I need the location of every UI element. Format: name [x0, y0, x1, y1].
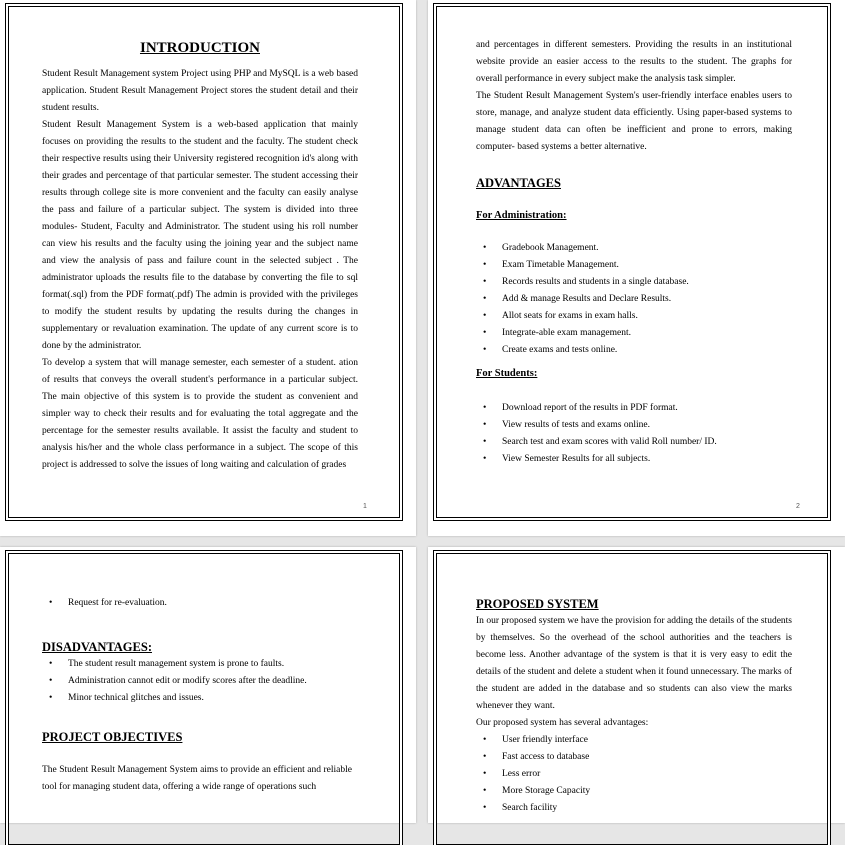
page-number: 2 [796, 503, 800, 510]
paragraph: In our proposed system we have the provision for adding the details of the students by themselves. So the overhead of the school authorities and the teachers is become less. Another advantage of the system is that it is very easy to edit the details of the student and delete a student when it found unnecessary. The marks of the student are added in the database and so students can also view the marks whenever they want. [476, 616, 792, 711]
section-heading-advantages: ADVANTAGES [476, 176, 561, 190]
subheading-administration: For Administration: [476, 210, 567, 221]
list-item: • View results of tests and exams online. [476, 417, 792, 434]
list-item: • Gradebook Management. [476, 240, 792, 257]
section-heading-disadvantages: DISADVANTAGES: [42, 640, 152, 654]
carried-list [42, 595, 352, 612]
page-content [476, 595, 792, 823]
list-item: • Exam Timetable Management. [476, 257, 792, 274]
list-item: • Download report of the results in PDF format. [476, 400, 792, 417]
list-item: • Search test and exam scores with valid Roll number/ ID. [476, 434, 792, 451]
section-heading-proposed-system: PROPOSED SYSTEM [476, 597, 599, 611]
list-item: • Add & manage Results and Declare Results. [476, 291, 792, 308]
list-item: • Fast access to database [476, 749, 792, 766]
list-item: • Integrate-able exam management. [476, 325, 792, 342]
page-number: 1 [363, 503, 367, 510]
paragraph: The Student Result Management System aims to provide an efficient and reliable tool for managing student data, offering a wide range of operations such [42, 765, 352, 792]
list-item: • View Semester Results for all subjects. [476, 451, 792, 468]
list-item: • Search facility [476, 800, 792, 817]
document-page-3 [0, 547, 416, 823]
section-heading-objectives: PROJECT OBJECTIVES [42, 730, 183, 744]
list-item: • Administration cannot edit or modify scores after the deadline. [42, 673, 352, 690]
admin-advantages-list [476, 240, 792, 359]
list-item: • Request for re-evaluation. [42, 595, 352, 612]
page-content [42, 595, 352, 823]
page-content [42, 38, 358, 478]
list-item: • Create exams and tests online. [476, 342, 792, 359]
document-page-1 [0, 0, 416, 536]
paragraph: and percentages in different semesters. Providing the results in an institutional website provide an easier access to the results to the student. The graphs for overall performance in every subject make the analysis task simpler. [476, 40, 792, 84]
paragraph: The Student Result Management System's user-friendly interface enables users to store, manage, and analyze student data efficiently. Using paper-based systems to manage student data can often be inefficient and prone to errors, making computer- based systems a better alternative. [476, 91, 792, 152]
page-title[interactable]: INTRODUCTION [139, 40, 260, 56]
page-content [476, 37, 792, 497]
list-item: • The student result management system is prone to faults. [42, 656, 352, 673]
paragraph: Student Result Management system Project using PHP and MySQL is a web based application. Student Result Management Project stores the student detail and their student results. [42, 69, 358, 113]
list-item: • Records results and students in a single database. [476, 274, 792, 291]
list-item: • Less error [476, 766, 792, 783]
disadvantages-list [42, 656, 352, 707]
list-item: • Allot seats for exams in exam halls. [476, 308, 792, 325]
list-item: • Minor technical glitches and issues. [42, 690, 352, 707]
paragraph: To develop a system that will manage semester, each semester of a student. ation of results that conveys the overall student's performance in a particular subject. The main objective of this system is to provide the student as convenient and simpler way to check their results and for evaluating the total aggregate and the percentage for the semester results available. It assist the faculty and student to analysis his/her and the whole class performance in a subject. The scope of this project is addressed to solve the issues of long waiting and calculation of grades [42, 358, 358, 470]
paragraph: Student Result Management System is a web-based application that mainly focuses on providing the results to the student and the faculty. The student check their respective results using their University registered recognition id's along with their grades and percentage of that particular semester. The student accessing their results through college site is more convenient and the faculty can easily analyse the pass and failure of a particular subject. The system is divided into three modules- Student, Faculty and Administrator. The student using his roll number can view his results and the faculty using the joining year and the subject name and view the analysis of pass and failure count in the selected subject . The administrator uploads the results file to the database by converting the file to sql format(.sql) from the PDF format(.pdf) The admin is provided with the privileges to modify the student results by updating the results during the changes in supplementary or revaluation examination. The update of any current score is to done by the administrator. [42, 120, 358, 351]
document-page-2 [428, 0, 845, 536]
paragraph: Our proposed system has several advantages: [476, 718, 649, 728]
list-item: • More Storage Capacity [476, 783, 792, 800]
proposed-advantages-list [476, 732, 792, 817]
list-item: • User friendly interface [476, 732, 792, 749]
document-page-4 [428, 547, 845, 823]
student-advantages-list [476, 400, 792, 468]
subheading-students: For Students: [476, 368, 538, 379]
